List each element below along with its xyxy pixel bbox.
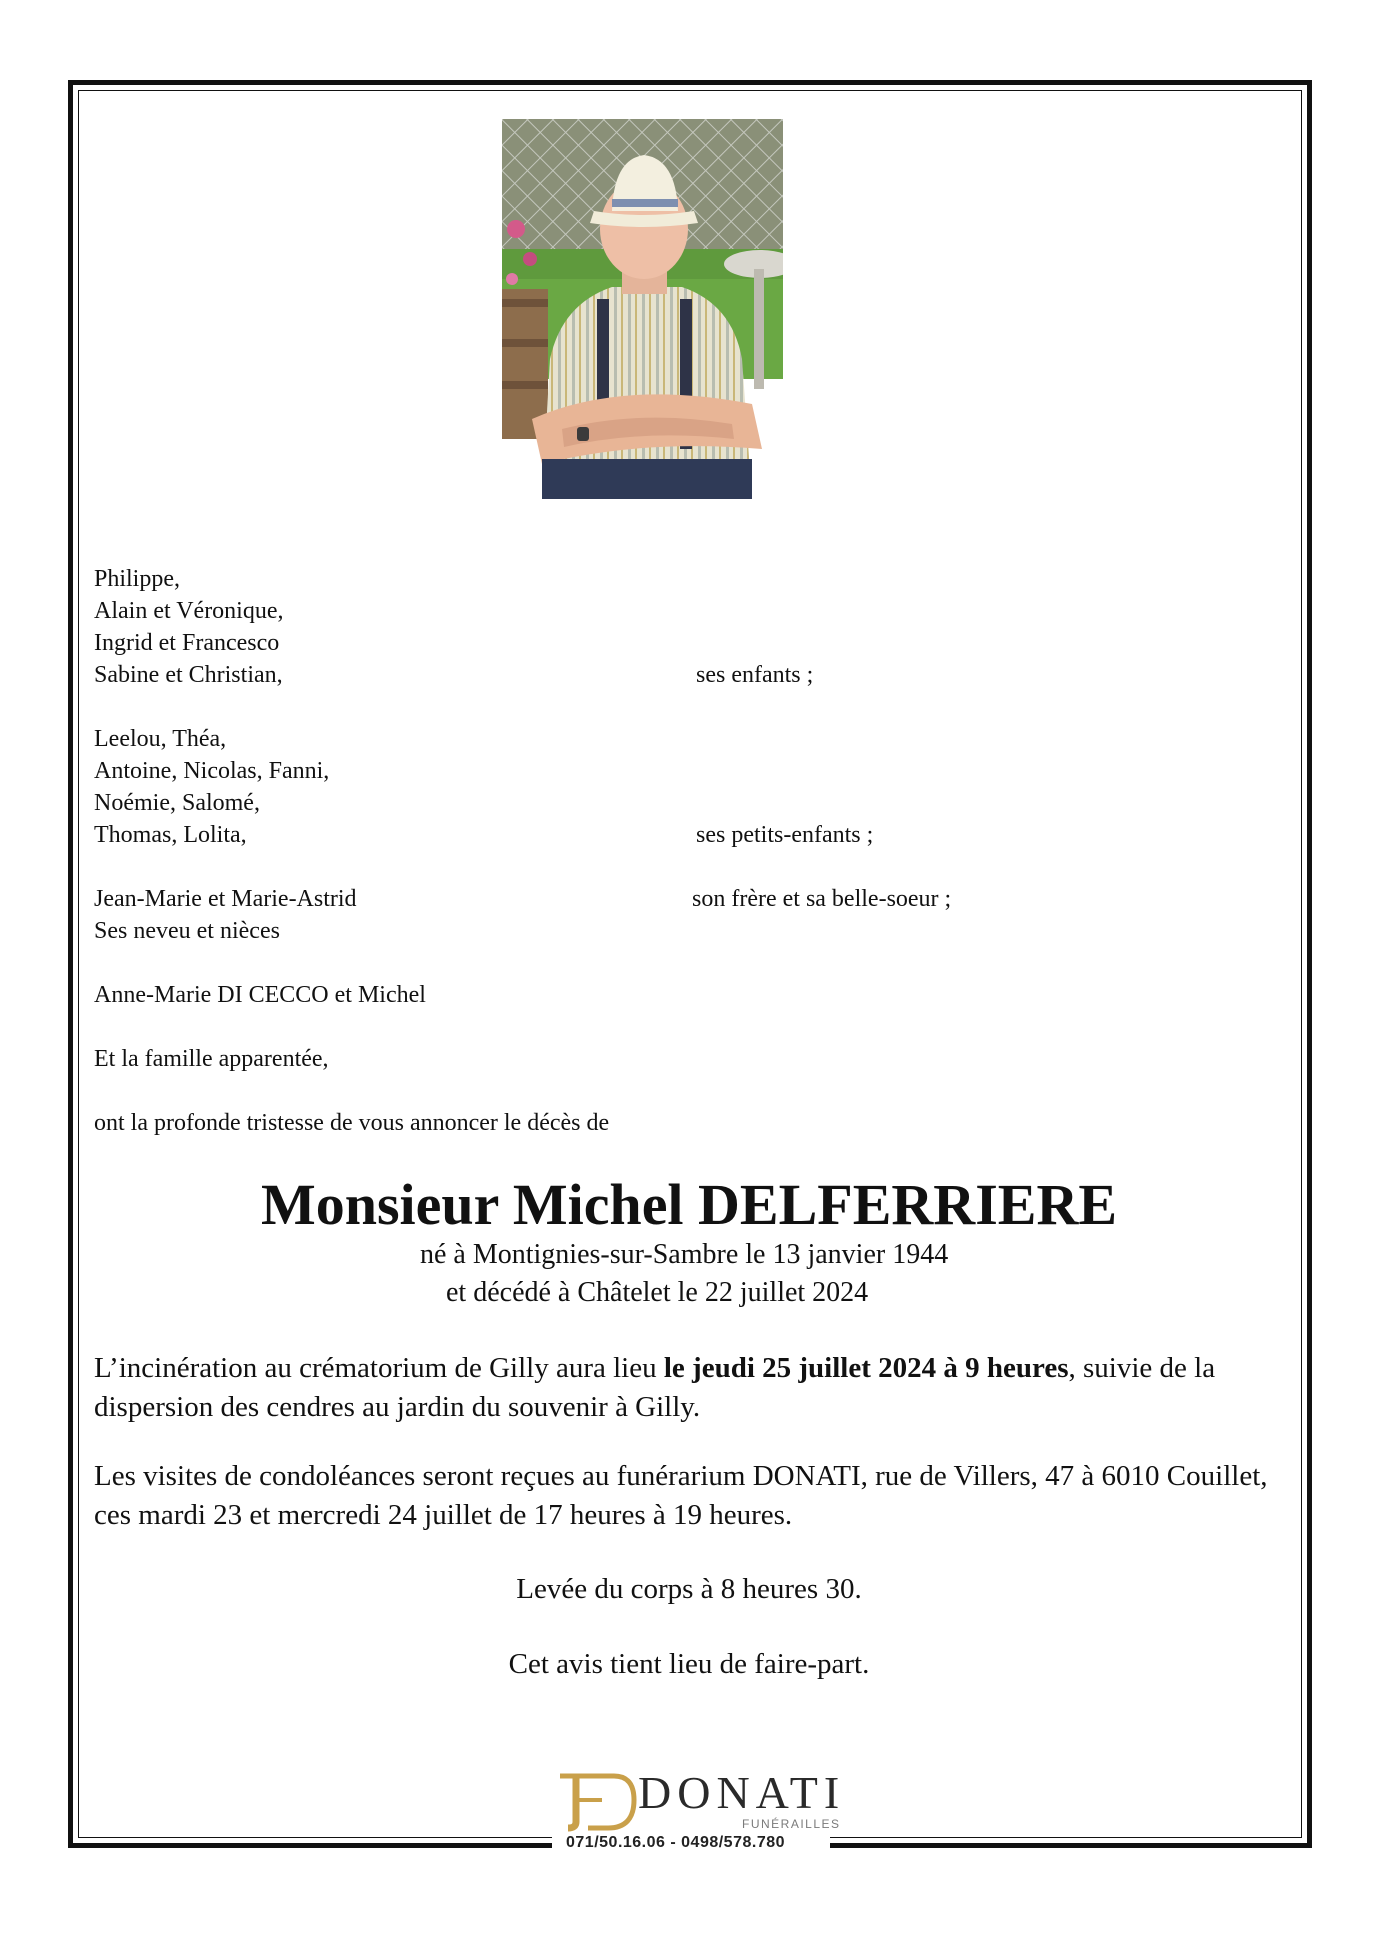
logo-phone-numbers: 071/50.16.06 - 0498/578.780 xyxy=(566,1834,786,1851)
levee-line: Levée du corps à 8 heures 30. xyxy=(516,1573,862,1605)
birth-line: né à Montignies-sur-Sambre le 13 janvier 1944 xyxy=(420,1239,949,1270)
sibling-line: Jean-Marie et Marie-Astrid xyxy=(94,886,357,912)
donati-monogram-icon xyxy=(554,1762,638,1832)
donati-logo xyxy=(552,1760,846,1851)
visits-paragraph: Les visites de condoléances seront reçues au funérarium DONATI, rue de Villers, 47 à 6010 Couillet, ces mardi 23 et mercredi 24 juillet de 17 heures à 19 heures. xyxy=(94,1460,1268,1531)
companion-line: Anne-Marie DI CECCO et Michel xyxy=(94,982,426,1008)
logo-wordmark: DONATI xyxy=(638,1767,846,1818)
nephews-line: Ses neveu et nièces xyxy=(94,918,280,944)
deceased-name: Monsieur Michel DELFERRIERE xyxy=(260,1172,1118,1237)
extended-family-line: Et la famille apparentée, xyxy=(94,1046,329,1072)
grandchildren-relation-label: ses petits-enfants ; xyxy=(696,822,874,848)
ceremony-text-start: L’incinération au crématorium de Gilly aura lieu xyxy=(94,1352,664,1384)
sibling-relation-label: son frère et sa belle-soeur ; xyxy=(692,886,952,912)
family-children-line-1: Philippe, xyxy=(94,566,181,592)
family-grandchildren-line-2: Antoine, Nicolas, Fanni, xyxy=(94,758,330,784)
family-grandchildren-line-1: Leelou, Théa, xyxy=(94,726,227,752)
logo-subtitle: FUNÉRAILLES xyxy=(742,1817,841,1831)
announcement-line: ont la profonde tristesse de vous annoncer le décès de xyxy=(94,1110,610,1136)
family-children-line-3: Ingrid et Francesco xyxy=(94,630,280,656)
family-children-line-4: Sabine et Christian, xyxy=(94,662,283,688)
portrait-photo xyxy=(502,119,783,499)
family-grandchildren-line-3: Noémie, Salomé, xyxy=(94,790,260,816)
family-grandchildren-line-4: Thomas, Lolita, xyxy=(94,822,247,848)
ceremony-date-time: le jeudi 25 juillet 2024 à 9 heures xyxy=(663,1352,1069,1384)
children-relation-label: ses enfants ; xyxy=(696,662,814,688)
ceremony-text-end: , suivie de la dispersion des cendres au jardin du souvenir à Gilly. xyxy=(94,1352,1216,1423)
notice-line: Cet avis tient lieu de faire-part. xyxy=(508,1648,870,1680)
death-line: et décédé à Châtelet le 22 juillet 2024 xyxy=(446,1277,869,1308)
family-children-line-2: Alain et Véronique, xyxy=(94,598,284,624)
ceremony-paragraph xyxy=(94,1349,1294,1427)
